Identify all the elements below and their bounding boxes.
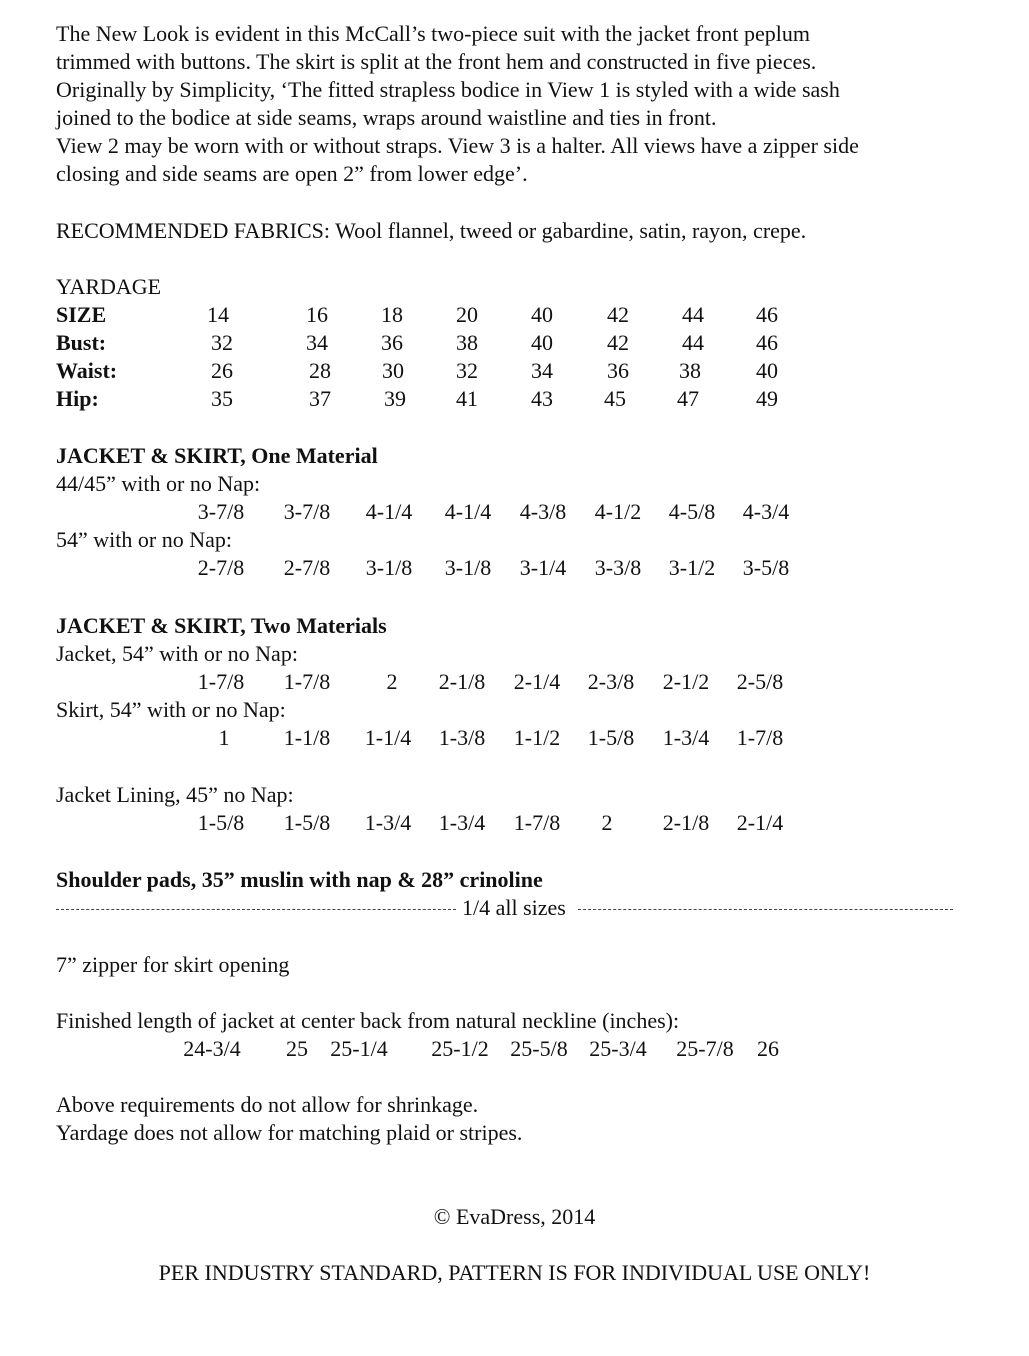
table-cell: 42	[607, 330, 629, 355]
disclaimer: PER INDUSTRY STANDARD, PATTERN IS FOR INDIVIDUAL USE ONLY!	[158, 1260, 871, 1285]
recommended-fabrics: RECOMMENDED FABRICS: Wool flannel, tweed or gabardine, satin, rayon, crepe.	[56, 218, 807, 243]
table-cell: 2-1/4	[736, 810, 784, 835]
yardage-values-row	[0, 809, 1029, 837]
table-cell: 2-7/8	[197, 555, 245, 580]
table-cell: 3-1/8	[444, 555, 492, 580]
table-cell: 1-7/8	[513, 810, 561, 835]
table-cell: 42	[607, 302, 629, 327]
table-cell: 3-1/8	[365, 555, 413, 580]
table-cell: 1-1/4	[364, 725, 412, 750]
table-cell: 2-1/4	[513, 669, 561, 694]
shoulder-pads-heading: Shoulder pads, 35” muslin with nap & 28” crinoline	[56, 867, 543, 892]
yardage-label: Jacket, 54” with or no Nap:	[56, 641, 298, 666]
dashed-rule	[578, 909, 953, 910]
waist-row	[0, 357, 1029, 385]
table-cell: 1-5/8	[587, 725, 635, 750]
finished-length-values-row	[0, 1035, 1029, 1063]
table-cell: 3-7/8	[197, 499, 245, 524]
yardage-label: Skirt, 54” with or no Nap:	[56, 697, 286, 722]
yardage-values-row	[0, 668, 1029, 696]
table-cell: 4-3/8	[519, 499, 567, 524]
table-cell: 1-7/8	[197, 669, 245, 694]
table-cell: 1	[218, 725, 230, 750]
table-cell: 25	[286, 1036, 308, 1061]
table-cell: 43	[531, 386, 553, 411]
table-cell: 41	[456, 386, 478, 411]
table-cell: 44	[682, 302, 704, 327]
zipper-note: 7” zipper for skirt opening	[56, 952, 290, 977]
table-cell: 37	[309, 386, 331, 411]
table-cell: 3-1/2	[668, 555, 716, 580]
table-cell: 26	[211, 358, 233, 383]
table-cell: 3-7/8	[283, 499, 331, 524]
table-cell: 25-1/2	[431, 1036, 489, 1061]
yardage-label: Jacket Lining, 45” no Nap:	[56, 782, 294, 807]
table-cell: 36	[381, 330, 403, 355]
table-cell: 40	[756, 358, 778, 383]
table-cell: 4-1/4	[365, 499, 413, 524]
table-cell: 45	[604, 386, 626, 411]
table-cell: 26	[757, 1036, 779, 1061]
table-cell: 16	[306, 302, 328, 327]
table-cell: 4-1/2	[594, 499, 642, 524]
table-cell: 1-3/4	[364, 810, 412, 835]
yardage-label: 54” with or no Nap:	[56, 527, 232, 552]
dashed-rule	[56, 909, 456, 910]
hip-row	[0, 385, 1029, 413]
table-cell: 47	[677, 386, 699, 411]
yardage-values-row	[0, 498, 1029, 526]
intro-line: joined to the bodice at side seams, wraps around waistline and ties in front.	[56, 105, 717, 130]
table-cell: 2	[386, 669, 398, 694]
copyright: © EvaDress, 2014	[433, 1204, 596, 1229]
table-cell: 3-1/4	[519, 555, 567, 580]
table-cell: 38	[679, 358, 701, 383]
table-cell: 20	[456, 302, 478, 327]
table-cell: 1-5/8	[283, 810, 331, 835]
size-row	[0, 301, 1029, 329]
table-cell: 39	[384, 386, 406, 411]
row-label: Hip:	[56, 386, 99, 411]
table-cell: 30	[382, 358, 404, 383]
table-cell: 25-1/4	[330, 1036, 388, 1061]
one-material-heading: JACKET & SKIRT, One Material	[56, 443, 378, 468]
table-cell: 14	[207, 302, 229, 327]
row-label: Bust:	[56, 330, 107, 355]
table-cell: 18	[381, 302, 403, 327]
table-cell: 4-3/4	[742, 499, 790, 524]
yardage-values-row	[0, 554, 1029, 582]
table-cell: 1-1/8	[283, 725, 331, 750]
table-cell: 3-3/8	[594, 555, 642, 580]
table-cell: 32	[211, 330, 233, 355]
shrinkage-note: Above requirements do not allow for shrinkage.	[56, 1092, 479, 1117]
table-cell: 40	[531, 302, 553, 327]
table-cell: 46	[756, 330, 778, 355]
yardage-values-row	[0, 724, 1029, 752]
table-cell: 1-3/4	[438, 810, 486, 835]
table-cell: 2-1/2	[662, 669, 710, 694]
intro-line: View 2 may be worn with or without straps. View 3 is a halter. All views have a zipper side	[56, 133, 859, 158]
table-cell: 3-5/8	[742, 555, 790, 580]
table-cell: 46	[756, 302, 778, 327]
table-cell: 1-3/8	[438, 725, 486, 750]
table-cell: 2-1/8	[662, 810, 710, 835]
table-cell: 25-7/8	[676, 1036, 734, 1061]
table-cell: 1-1/2	[513, 725, 561, 750]
table-cell: 4-1/4	[444, 499, 492, 524]
table-cell: 34	[531, 358, 553, 383]
table-cell: 4-5/8	[668, 499, 716, 524]
table-cell: 32	[456, 358, 478, 383]
table-cell: 24-3/4	[183, 1036, 241, 1061]
intro-line: trimmed with buttons. The skirt is split at the front hem and constructed in five pieces.	[56, 49, 817, 74]
table-cell: 25-5/8	[510, 1036, 568, 1061]
table-cell: 49	[756, 386, 778, 411]
table-cell: 34	[306, 330, 328, 355]
shoulder-pads-note: 1/4 all sizes	[462, 895, 566, 920]
table-cell: 25-3/4	[589, 1036, 647, 1061]
bust-row	[0, 329, 1029, 357]
yardage-heading: YARDAGE	[56, 274, 162, 299]
table-cell: 1-7/8	[283, 669, 331, 694]
table-cell: 40	[531, 330, 553, 355]
table-cell: 44	[682, 330, 704, 355]
table-cell: 2-5/8	[736, 669, 784, 694]
row-label: SIZE	[56, 302, 107, 327]
intro-line: Originally by Simplicity, ‘The fitted strapless bodice in View 1 is styled with a wide sash	[56, 77, 840, 102]
table-cell: 2	[601, 810, 613, 835]
table-cell: 35	[211, 386, 233, 411]
table-cell: 1-7/8	[736, 725, 784, 750]
table-cell: 38	[456, 330, 478, 355]
shoulder-pads-divider	[56, 894, 953, 922]
table-cell: 2-1/8	[438, 669, 486, 694]
table-cell: 2-7/8	[283, 555, 331, 580]
table-cell: 1-3/4	[662, 725, 710, 750]
table-cell: 36	[607, 358, 629, 383]
intro-line: The New Look is evident in this McCall’s two-piece suit with the jacket front peplum	[56, 21, 810, 46]
row-label: Waist:	[56, 358, 118, 383]
finished-length-label: Finished length of jacket at center back from natural neckline (inches):	[56, 1008, 680, 1033]
plaid-note: Yardage does not allow for matching plaid or stripes.	[56, 1120, 523, 1145]
intro-line: closing and side seams are open 2” from lower edge’.	[56, 161, 528, 186]
yardage-label: 44/45” with or no Nap:	[56, 471, 261, 496]
table-cell: 2-3/8	[587, 669, 635, 694]
table-cell: 28	[309, 358, 331, 383]
table-cell: 1-5/8	[197, 810, 245, 835]
two-materials-heading: JACKET & SKIRT, Two Materials	[56, 613, 387, 638]
